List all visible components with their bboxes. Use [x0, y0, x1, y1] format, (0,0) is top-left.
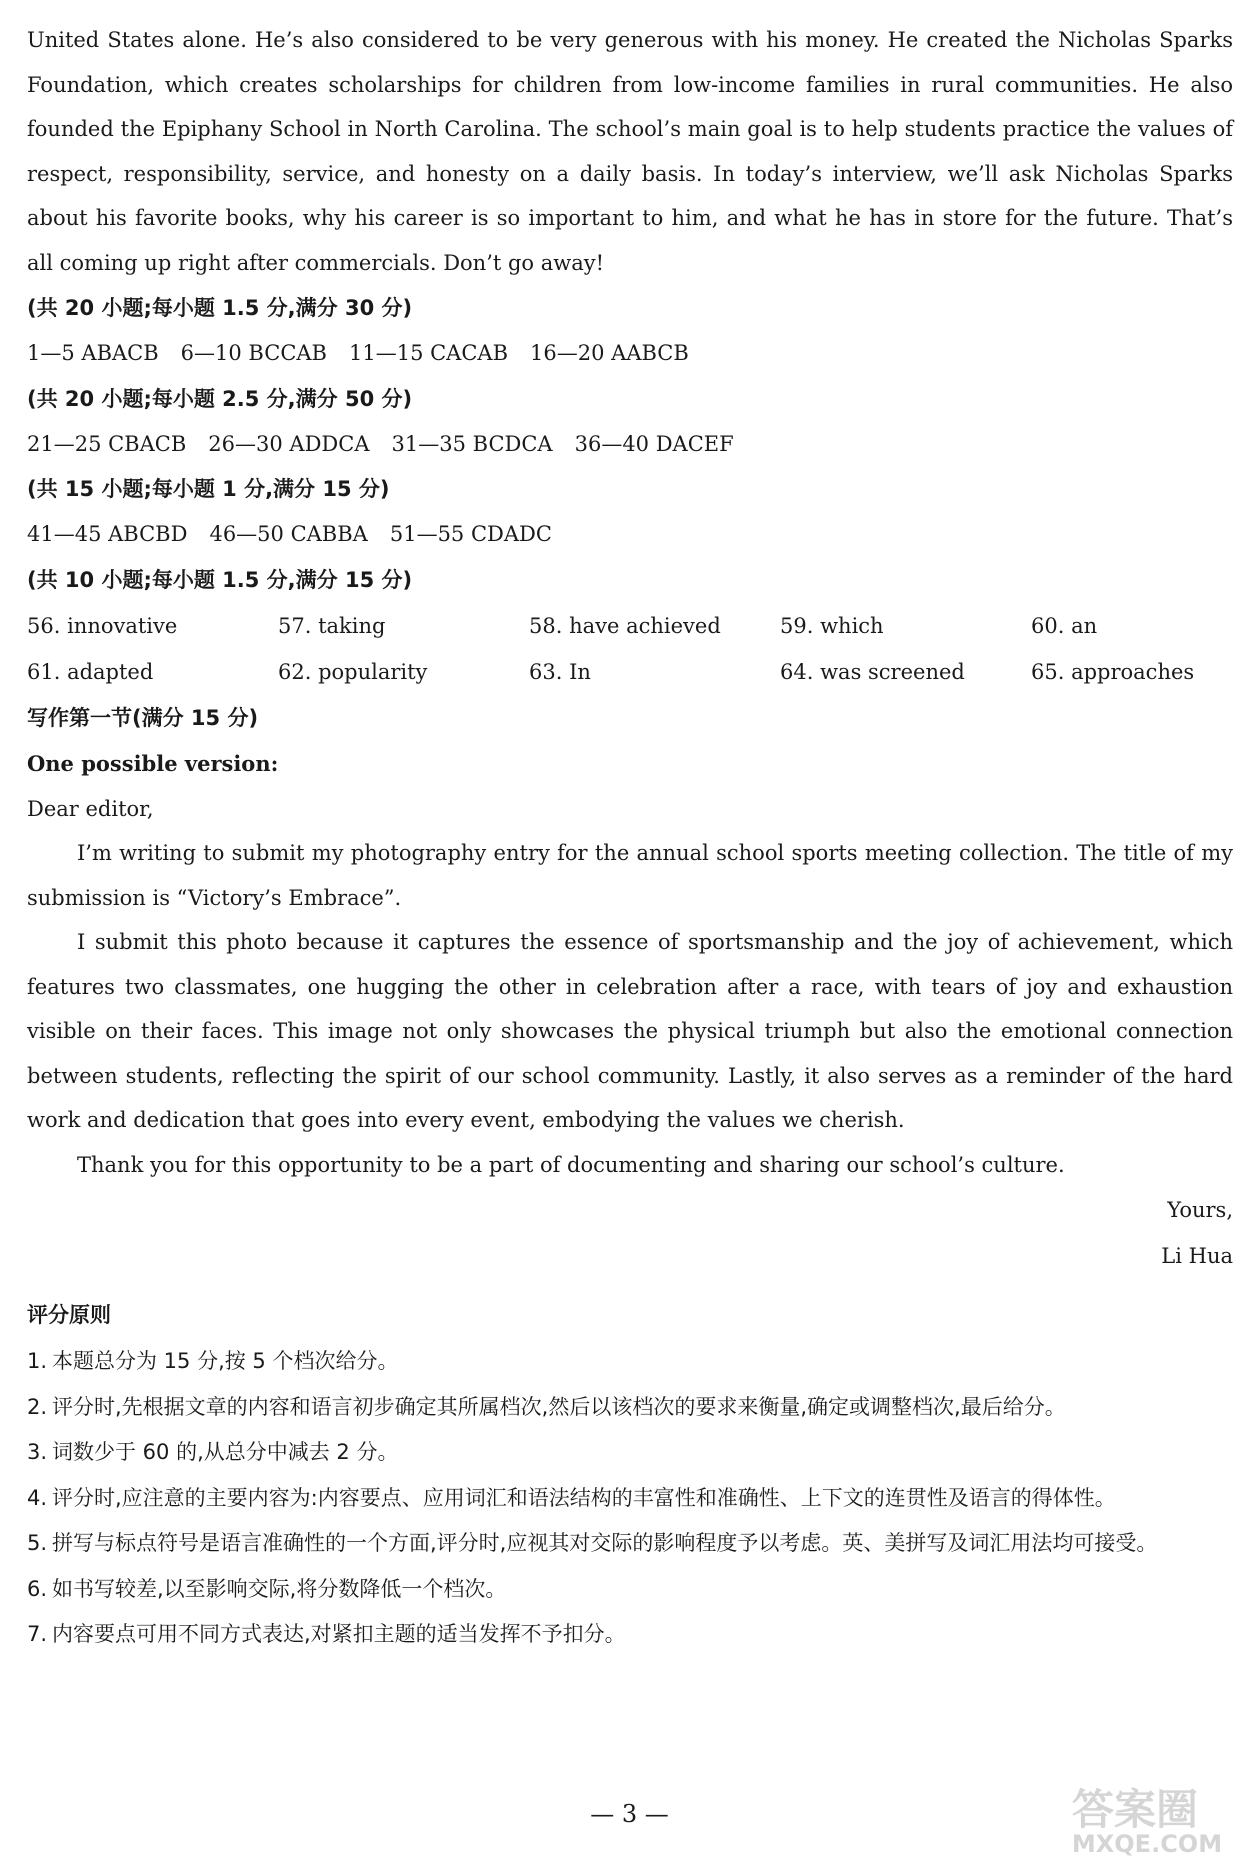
answer-group: 1—5 ABACB	[27, 341, 159, 365]
answer-group: 31—35 BCDCA	[391, 431, 553, 456]
page-number: — 3 —	[590, 1800, 669, 1828]
answer-group: 36—40 DACEF	[574, 431, 734, 456]
fill-blank-answer: 56. innovative	[27, 613, 178, 638]
fill-blank-answer: 57. taking	[278, 613, 386, 638]
answer-group: 21—25 CBACB	[27, 431, 187, 456]
version-label: One possible version:	[27, 750, 279, 776]
document-page	[27, 18, 1233, 1658]
answer-group: 11—15 CACAB	[349, 341, 509, 365]
grading-title: 评分原则	[27, 1303, 111, 1327]
grading-item: 1. 本题总分为 15 分,按 5 个档次给分。	[27, 1349, 399, 1373]
answer-line	[27, 422, 1233, 467]
answer-group: 51—55 CDADC	[389, 522, 552, 546]
section-header: (共 10 小题;每小题 1.5 分,满分 15 分)	[27, 567, 413, 592]
answer-section-1	[27, 285, 1233, 376]
letter-signature: Li Hua	[1161, 1244, 1233, 1268]
grading-principles	[27, 1291, 1233, 1658]
letter-paragraph: Thank you for this opportunity to be a part of documenting and sharing our school’s culture.	[77, 1152, 1065, 1177]
fill-blank-answer: 58. have achieved	[529, 613, 721, 638]
answer-line	[27, 512, 1233, 557]
fill-blank-answer: 60. an	[1031, 613, 1098, 638]
grading-item: 6. 如书写较差,以至影响交际,将分数降低一个档次。	[27, 1576, 507, 1601]
answer-section-4	[27, 557, 1233, 695]
fill-blank-grid	[27, 603, 1233, 695]
fill-blank-answer: 62. popularity	[278, 659, 428, 684]
grading-item: 2. 评分时,先根据文章的内容和语言初步确定其所属档次,然后以该档次的要求来衡量,确定或调整档次,最后给分。	[27, 1394, 1066, 1419]
fill-blank-answer: 59. which	[780, 613, 884, 638]
grading-item: 3. 词数少于 60 的,从总分中减去 2 分。	[27, 1440, 399, 1464]
answer-section-2	[27, 376, 1233, 467]
grading-item: 7. 内容要点可用不同方式表达,对紧扣主题的适当发挥不予扣分。	[27, 1622, 626, 1646]
section-header: (共 20 小题;每小题 1.5 分,满分 30 分)	[27, 296, 413, 320]
answer-group: 26—30 ADDCA	[208, 431, 370, 456]
letter-paragraph: I’m writing to submit my photography entry for the annual school sports meeting collection. The title of my submission is “Victory’s Embrace”.	[27, 841, 1233, 910]
section-header: (共 15 小题;每小题 1 分,满分 15 分)	[27, 477, 390, 501]
watermark-main-text: 答案圈	[1071, 1785, 1199, 1834]
answer-group: 6—10 BCCAB	[180, 341, 327, 365]
fill-blank-answer: 61. adapted	[27, 659, 154, 684]
grading-item: 4. 评分时,应注意的主要内容为:内容要点、应用词汇和语法结构的丰富性和准确性、上下文的连贯性及语言的得体性。	[27, 1485, 1116, 1510]
fill-blank-answer: 65. approaches	[1031, 659, 1195, 684]
answer-group: 46—50 CABBA	[209, 522, 368, 546]
answer-group: 41—45 ABCBD	[27, 522, 188, 546]
grading-item: 5. 拼写与标点符号是语言准确性的一个方面,评分时,应视其对交际的影响程度予以考虑。英、美拼写及词汇用法均可接受。	[27, 1531, 1158, 1555]
fill-blank-answer: 63. In	[529, 659, 591, 684]
section-header: (共 20 小题;每小题 2.5 分,满分 50 分)	[27, 386, 413, 411]
answer-line	[27, 331, 1233, 376]
intro-paragraph: United States alone. He’s also considered to be very generous with his money. He created the Nicholas Sparks Foundation, which creates scholarships for children from low-income families in rural communities. He also founded the Epiphany School in North Carolina. The school’s main goal is to help students practice the values of respect, responsibility, service, and honesty on a daily basis. In today’s interview, we’ll ask Nicholas Sparks about his favorite books, why his career is so important to him, and what he has in store for the future. That’s all coming up right after commercials. Don’t go away!	[27, 28, 1233, 275]
letter-paragraph: I submit this photo because it captures the essence of sportsmanship and the joy of achievement, which features two classmates, one hugging the other in celebration after a race, with tears of joy and exhaustion visible on their faces. This image not only showcases the physical triumph but also the emotional connection between students, reflecting the spirit of our school community. Lastly, it also serves as a reminder of the hard work and dedication that goes into every event, embodying the values we cherish.	[27, 930, 1233, 1132]
letter-greeting: Dear editor,	[27, 796, 154, 821]
writing-section-header: 写作第一节(满分 15 分)	[27, 705, 259, 730]
answer-section-3	[27, 466, 1233, 557]
sample-letter	[27, 787, 1233, 1280]
letter-closing: Yours,	[1167, 1198, 1233, 1222]
fill-blank-answer: 64. was screened	[780, 659, 965, 684]
watermark-sub-text: MXQE.COM	[1071, 1830, 1223, 1858]
answer-group: 16—20 AABCB	[530, 341, 689, 365]
watermark-logo	[1035, 1776, 1245, 1858]
